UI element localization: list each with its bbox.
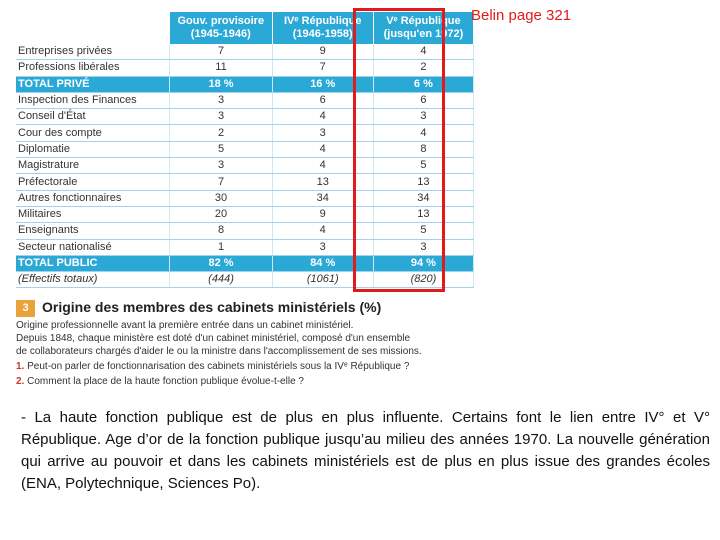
row-value: 3: [272, 125, 373, 141]
row-label: Professions libérales: [16, 60, 170, 76]
row-value: (1061): [272, 272, 373, 288]
table-row: [16, 223, 474, 239]
table-row: [16, 125, 474, 141]
row-value: 6: [373, 92, 473, 108]
header-gouv-provisoire: Gouv. provisoire (1945-1946): [170, 12, 272, 44]
row-value: 34: [373, 190, 473, 206]
row-value: 18 %: [170, 76, 272, 92]
row-value: 8: [170, 223, 272, 239]
table-row: [16, 44, 474, 60]
question-number: 2.: [16, 376, 25, 387]
row-value: (820): [373, 272, 473, 288]
row-value: 2: [373, 60, 473, 76]
row-label: Enseignants: [16, 223, 170, 239]
row-value: 6: [272, 92, 373, 108]
row-value: 4: [373, 125, 473, 141]
row-label: Secteur nationalisé: [16, 239, 170, 255]
row-value: 11: [170, 60, 272, 76]
table-row: [16, 174, 474, 190]
row-label: Conseil d'État: [16, 109, 170, 125]
row-value: 3: [170, 92, 272, 108]
table-total-row: [16, 76, 474, 92]
row-value: 6 %: [373, 76, 473, 92]
table-row: [16, 190, 474, 206]
row-value: 4: [373, 44, 473, 60]
row-value: 4: [272, 158, 373, 174]
row-value: 1: [170, 239, 272, 255]
header-ve-republique: Vᵉ République (jusqu'en 1972): [373, 12, 473, 44]
row-label: Magistrature: [16, 158, 170, 174]
row-value: 7: [272, 60, 373, 76]
row-value: 7: [170, 44, 272, 60]
table-row: [16, 109, 474, 125]
table-row: [16, 92, 474, 108]
row-value: 20: [170, 206, 272, 222]
caption-line: Origine professionnelle avant la première entrée dans un cabinet ministériel.: [16, 320, 354, 331]
question-2: [16, 376, 304, 387]
row-value: 3: [272, 239, 373, 255]
row-value: 4: [272, 141, 373, 157]
question-1: [16, 361, 409, 372]
row-label: Préfectorale: [16, 174, 170, 190]
row-label: Diplomatie: [16, 141, 170, 157]
row-label: Cour des compte: [16, 125, 170, 141]
row-value: 4: [272, 223, 373, 239]
row-value: 3: [170, 109, 272, 125]
table-row: [16, 239, 474, 255]
caption-line: Depuis 1848, chaque ministère est doté d'un cabinet ministériel, composé d'un ensemble: [16, 333, 411, 344]
row-value: 30: [170, 190, 272, 206]
caption-line: de collaborateurs chargés d'aider le ou la ministre dans l'accomplissement de ses missions.: [16, 346, 422, 357]
question-text: Comment la place de la haute fonction publique évolue-t-elle ?: [27, 376, 304, 387]
row-value: 9: [272, 206, 373, 222]
row-value: 5: [373, 223, 473, 239]
table-row: [16, 206, 474, 222]
row-label: Autres fonctionnaires: [16, 190, 170, 206]
row-value: 13: [373, 206, 473, 222]
question-text: Peut-on parler de fonctionnarisation des cabinets ministériels sous la IVᵉ République ?: [27, 361, 410, 372]
ministerial-cabinets-table: [16, 12, 474, 288]
row-label: TOTAL PUBLIC: [16, 255, 170, 271]
row-value: 7: [170, 174, 272, 190]
table-row: [16, 158, 474, 174]
row-value: 16 %: [272, 76, 373, 92]
row-value: 3: [170, 158, 272, 174]
row-value: 34: [272, 190, 373, 206]
row-value: 82 %: [170, 255, 272, 271]
row-value: 13: [373, 174, 473, 190]
row-value: 2: [170, 125, 272, 141]
figure-title: Origine des membres des cabinets ministériels (%): [42, 299, 382, 315]
header-ive-republique: IVᵉ République (1946-1958): [272, 12, 373, 44]
row-value: 5: [170, 141, 272, 157]
table-effectifs-row: [16, 272, 474, 288]
figure-number-badge: 3: [16, 300, 35, 317]
row-value: 3: [373, 239, 473, 255]
row-value: 94 %: [373, 255, 473, 271]
table-body: [16, 44, 474, 288]
row-value: 8: [373, 141, 473, 157]
row-label: (Effectifs totaux): [16, 272, 170, 288]
table-header-row: [16, 12, 474, 44]
row-value: (444): [170, 272, 272, 288]
table-row: [16, 141, 474, 157]
commentary-text: - La haute fonction publique est de plus en plus influente. Certains font le lien entre IV° et V° République. Age d’or de la fonction publique jusqu’au milieu des années 1970. La nouvelle génération qui arrive au pouvoir et dans les cabinets ministériels est de plus en plus issue des grandes écoles (ENA, Polytechnique, Sciences Po).: [21, 409, 710, 492]
row-value: 9: [272, 44, 373, 60]
source-note: Belin page 321: [471, 7, 572, 24]
row-value: 84 %: [272, 255, 373, 271]
table-total-row: [16, 255, 474, 271]
row-label: Militaires: [16, 206, 170, 222]
row-value: 3: [373, 109, 473, 125]
question-number: 1.: [16, 361, 25, 372]
row-label: Entreprises privées: [16, 44, 170, 60]
row-label: TOTAL PRIVÉ: [16, 76, 170, 92]
table-row: [16, 60, 474, 76]
row-value: 5: [373, 158, 473, 174]
row-value: 4: [272, 109, 373, 125]
header-blank: [16, 12, 170, 44]
row-value: 13: [272, 174, 373, 190]
row-label: Inspection des Finances: [16, 92, 170, 108]
document-scan: [10, 10, 488, 400]
